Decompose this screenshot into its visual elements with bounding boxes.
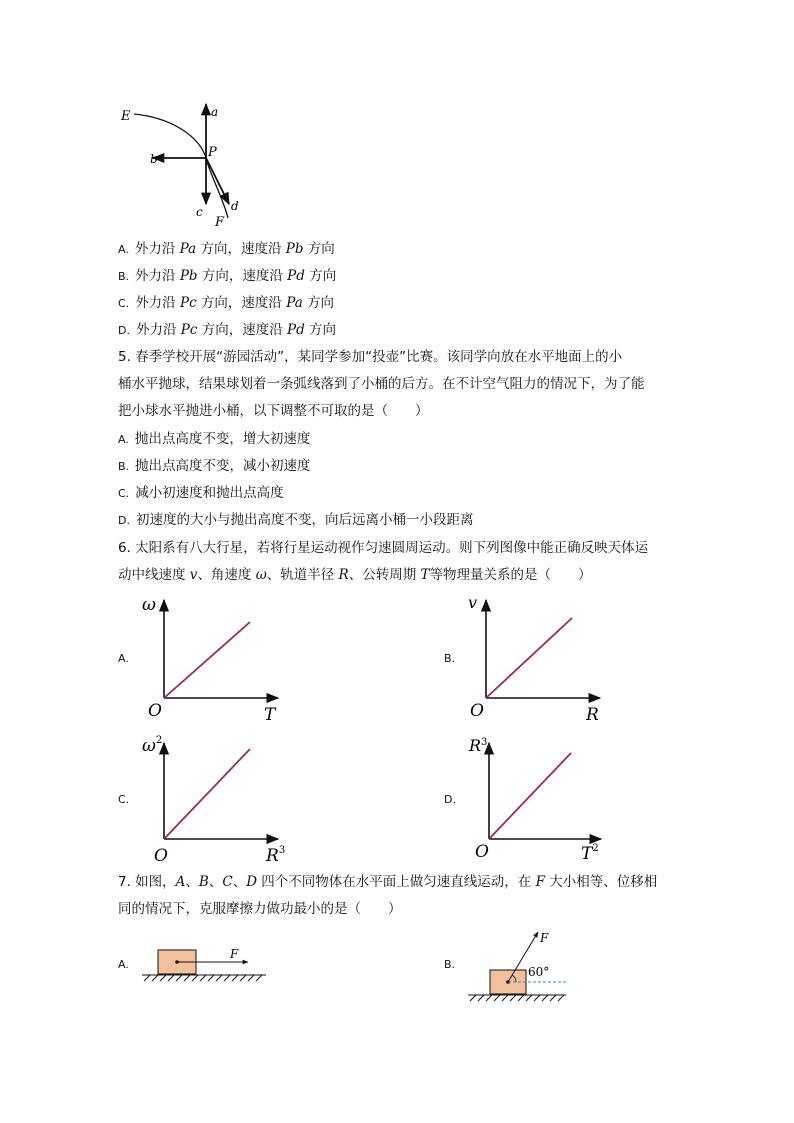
data-line <box>489 753 571 839</box>
graph-b <box>462 592 612 725</box>
q4-option-a: A. 外力沿 Pa 方向，速度沿 Pb 方向 <box>118 241 335 257</box>
ground-hatch <box>144 975 262 981</box>
q7-figure-a-label: A. <box>118 958 129 971</box>
label-d: d <box>231 199 239 213</box>
curve-force-velocity-figure <box>118 100 258 230</box>
y-axis-label: $R^3$ <box>469 736 488 755</box>
q7-stem-line-2: 同的情况下，克服摩擦力做功最小的是（ ） <box>118 901 402 917</box>
q5-stem-line-1: 5. 春季学校开展“游园活动”，某同学参加“投壶”比赛。该同学向放在水平地面上的小 <box>118 349 623 365</box>
graph-a <box>140 592 290 725</box>
q5-option-d: D. 初速度的大小与抛出高度不变，向后远离小桶一小段距离 <box>118 512 474 528</box>
q5-option-b: B. 抛出点高度不变，减小初速度 <box>118 458 311 474</box>
q5-stem-line-2: 桶水平抛球，结果球划着一条弧线落到了小桶的后方。在不计空气阻力的情况下，为了能 <box>118 376 645 392</box>
data-line <box>164 749 250 839</box>
x-axis-label: $T^2$ <box>581 843 599 864</box>
q6-stem-line-2: 动中线速度 v、角速度 ω、轨道半径 R、公转周期 T等物理量关系的是（ ） <box>118 567 592 583</box>
data-line <box>164 622 250 698</box>
q5-option-a: A. 抛出点高度不变，增大初速度 <box>118 431 311 447</box>
q4-option-c: C. 外力沿 Pc 方向，速度沿 Pa 方向 <box>118 295 335 311</box>
ground-hatch <box>470 995 564 1001</box>
q7-stem-line-1: 7. 如图，A、B、C、D 四个不同物体在水平面上做匀速直线运动，在 F 大小相等、位移相 <box>118 874 658 890</box>
y-axis-label: ω <box>142 595 156 615</box>
label-E: E <box>121 109 131 124</box>
trajectory-curve <box>134 114 228 218</box>
y-axis-label: $\omega^2$ <box>142 735 163 756</box>
label-c: c <box>196 205 203 219</box>
q7-figure-b <box>462 924 592 1004</box>
label-P: P <box>208 145 217 160</box>
graph-d <box>465 733 615 863</box>
q4-option-b: B. 外力沿 Pb 方向，速度沿 Pd 方向 <box>118 268 337 284</box>
x-axis-label: T <box>264 705 276 725</box>
graph-d-label: D. <box>444 793 456 806</box>
arrow-pd <box>206 158 229 204</box>
q7-figure-a <box>140 942 270 982</box>
data-line <box>486 618 572 698</box>
y-axis-label: v <box>468 593 478 612</box>
force-label: F <box>230 947 239 961</box>
graph-c-label: C. <box>118 793 130 806</box>
origin-label: O <box>470 701 484 721</box>
label-F: F <box>215 215 225 230</box>
graph-c <box>140 733 290 866</box>
origin-label: O <box>475 842 489 862</box>
force-label: F <box>540 931 549 945</box>
graph-b-label: B. <box>444 652 456 665</box>
label-a: a <box>211 105 219 119</box>
q5-stem-line-3: 把小球水平抛进小桶，以下调整不可取的是（ ） <box>118 403 429 419</box>
label-b: b <box>150 152 158 166</box>
origin-label: O <box>148 701 162 721</box>
angle-label: 60° <box>528 965 550 979</box>
origin-label: O <box>154 846 168 866</box>
q5-option-c: C. 减小初速度和抛出点高度 <box>118 485 284 501</box>
q7-figure-b-label: B. <box>444 958 456 971</box>
q4-option-d: D. 外力沿 Pc 方向，速度沿 Pd 方向 <box>118 322 337 338</box>
q6-stem-line-1: 6. 太阳系有八大行星，若将行星运动视作匀速圆周运动。则下列图像中能正确反映天体运 <box>118 540 649 556</box>
x-axis-label: $R^3$ <box>266 845 286 866</box>
graph-a-label: A. <box>118 652 129 665</box>
x-axis-label: R <box>586 705 599 725</box>
